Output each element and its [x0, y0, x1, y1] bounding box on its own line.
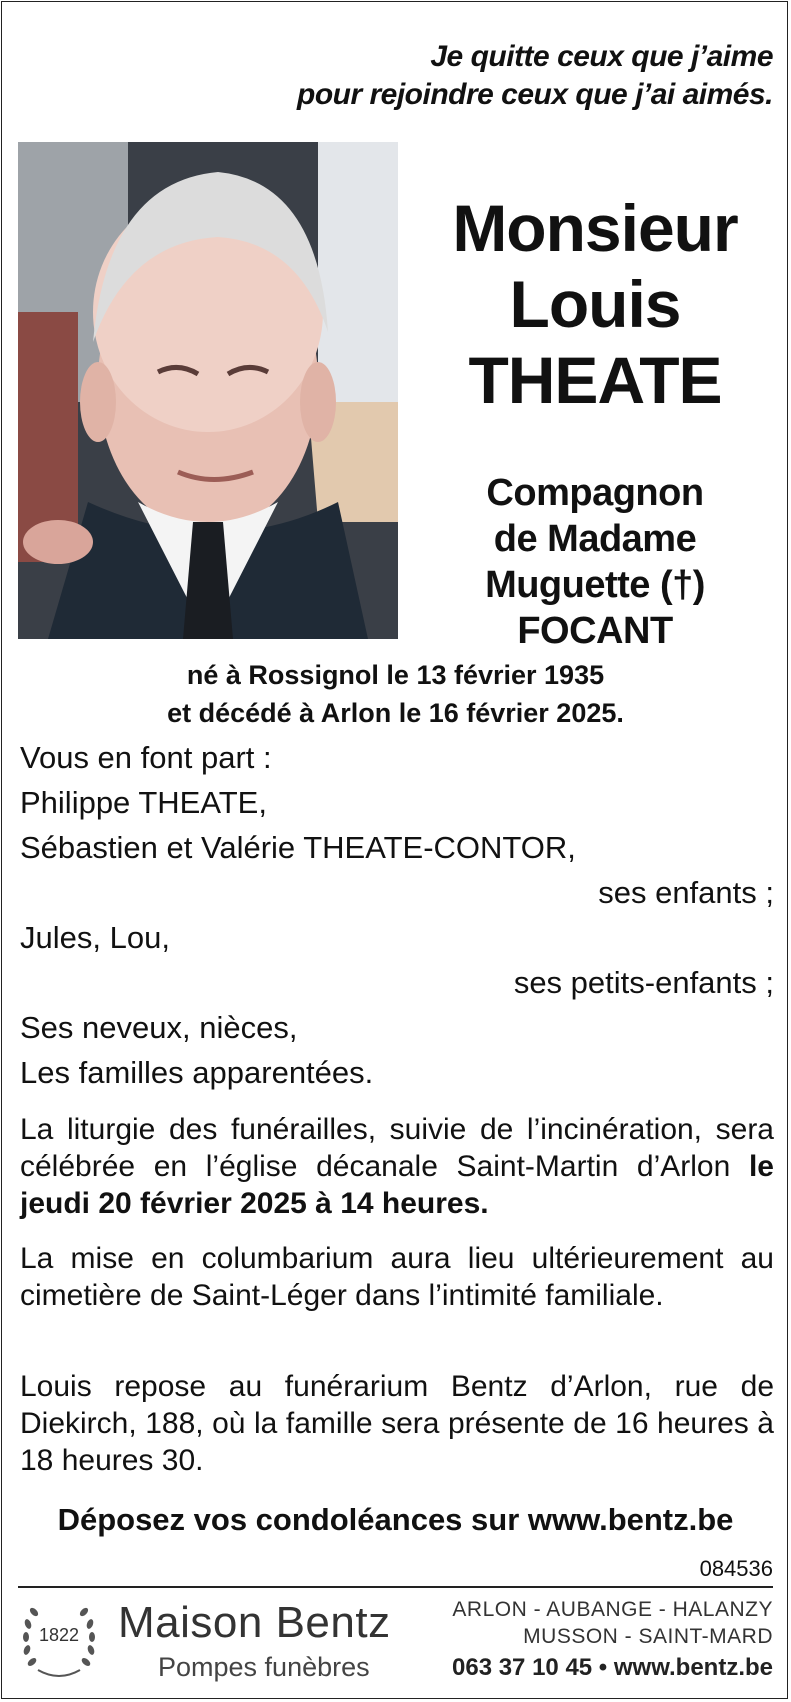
portrait-photo — [18, 142, 398, 639]
reference-number: 084536 — [699, 1556, 773, 1581]
last-name: THEATE — [468, 343, 722, 417]
towns-line-1: ARLON - AUBANGE - HALANZY — [452, 1598, 773, 1621]
family-role: ses enfants ; — [598, 875, 774, 910]
funeral-text: La liturgie des funérailles, suivie de l’incinération, sera célébrée en l’église décanale Saint-Martin d’Arlon — [20, 1113, 774, 1183]
family-line: Ses neveux, nièces, — [20, 1010, 298, 1045]
family-role: ses petits-enfants ; — [513, 965, 774, 1000]
seal-year: 1822 — [38, 1625, 80, 1645]
family-intro: Vous en font part : — [20, 740, 272, 775]
branch-locations — [452, 1596, 773, 1650]
first-name: Louis — [509, 267, 681, 341]
columbarium-paragraph: La mise en columbarium aura lieu ultérieurement au cimetière de Saint-Léger dans l’intimité familiale. — [20, 1242, 774, 1312]
companion-line-3: Muguette (†) FOCANT — [485, 564, 705, 652]
funeral-home-footer — [18, 1590, 773, 1690]
family-line: Sébastien et Valérie THEATE-CONTOR, — [20, 830, 576, 865]
towns-line-2: MUSSON - SAINT-MARD — [523, 1625, 773, 1648]
companion-line-2: de Madame — [493, 518, 697, 560]
funeral-date: le jeudi 20 février 2025 à 14 heures. — [20, 1150, 774, 1220]
family-line: Les familles apparentées. — [20, 1055, 374, 1090]
laurel-seal-icon — [18, 1592, 100, 1682]
death-line: et décédé à Arlon le 16 février 2025. — [167, 698, 624, 728]
companion-block — [410, 470, 780, 654]
family-line: Jules, Lou, — [20, 920, 170, 955]
epitaph-quote — [297, 38, 773, 114]
brand-subtitle: Pompes funèbres — [158, 1652, 370, 1682]
footer-divider — [18, 1586, 773, 1588]
condolences-line: Déposez vos condoléances sur www.bentz.be — [57, 1502, 734, 1537]
companion-line-1: Compagnon — [486, 472, 704, 514]
name-title: Monsieur — [452, 191, 738, 265]
visitation-paragraph: Louis repose au funérarium Bentz d’Arlon, rue de Diekirch, 188, où la famille sera présente de 16 heures à 18 heures 30. — [20, 1370, 774, 1477]
quote-line-2: pour rejoindre ceux que j’ai aimés. — [297, 78, 773, 111]
life-dates — [0, 656, 791, 732]
brand-name: Maison Bentz — [118, 1598, 391, 1647]
deceased-name — [410, 190, 780, 418]
quote-line-1: Je quitte ceux que j’aime — [430, 40, 773, 73]
funeral-paragraph — [20, 1111, 774, 1222]
birth-line: né à Rossignol le 13 février 1935 — [186, 660, 605, 690]
family-announcement — [20, 735, 774, 1095]
contact-info: 063 37 10 45 • www.bentz.be — [452, 1654, 773, 1681]
family-line: Philippe THEATE, — [20, 785, 267, 820]
